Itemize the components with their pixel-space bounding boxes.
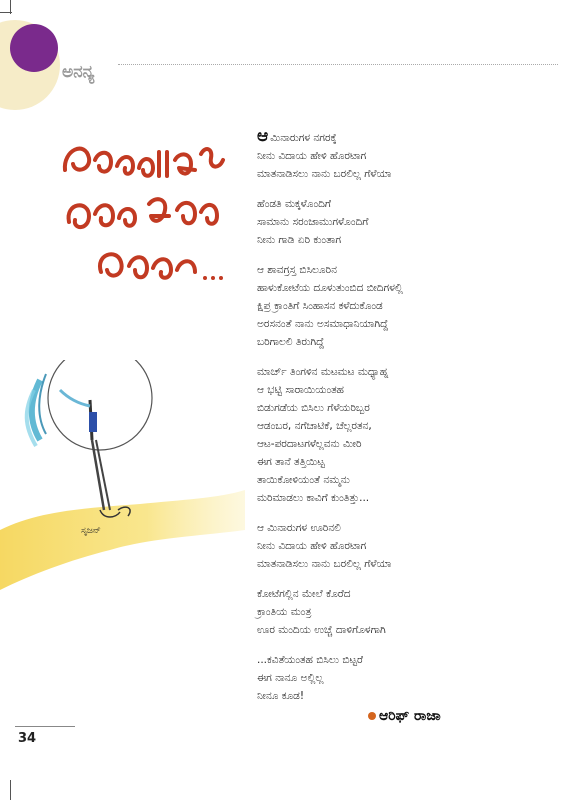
poem-line: ಕ್ಷಿಪ್ರ ಕ್ರಾಂತಿಗೆ ಸಿಂಹಾಸನ ಕಳೆದುಕೊಂಡ — [257, 300, 383, 312]
poem-line — [257, 127, 557, 147]
poem-stanza — [257, 195, 557, 249]
poem-line: ಈಗ ತಾನೆ ತತ್ತಿಯಿಟ್ಟ — [257, 456, 325, 468]
poem-line: ಊರ ಮಂದಿಯ ಉಚ್ಚೆ ದಾಳಿಗೊಳಗಾಗಿ — [257, 624, 386, 636]
poem-line: ಸಾಮಾನು ಸರಂಜಾಮುಗಳೊಂದಿಗೆ — [257, 216, 369, 228]
poem-line: ನೀನು ಗಾಡಿ ಏರಿ ಕುಂತಾಗ — [257, 234, 342, 246]
footer-rule — [15, 726, 75, 727]
poem-line: ಆಟ-ಪರದಾಟಗಳೆಲ್ಲವನು ಮೀರಿ — [257, 438, 362, 450]
drop-initial: ಆ — [257, 126, 269, 146]
author-byline — [368, 708, 441, 724]
bullet-dot-icon — [368, 712, 376, 720]
header-dotted-rule — [118, 64, 558, 65]
sketch-illustration — [0, 360, 245, 600]
poem-line: ಕೋಟೆಗಲ್ಲಿನ ಮೇಲೆ ಕೊರೆದ — [257, 588, 351, 600]
poem-stanza — [257, 651, 557, 705]
poem-line: ನೀನು ವಿದಾಯ ಹೇಳಿ ಹೊರಟಾಗ — [257, 540, 367, 552]
poem-stanza — [257, 363, 557, 507]
poem-line: ಮಾತನಾಡಿಸಲು ನಾನು ಬರಲಿಲ್ಲ ಗೆಳೆಯಾ — [257, 168, 392, 180]
poem-line: ಬಿಡುಗಡೆಯ ಬಿಸಿಲು ಗೆಳೆಯರಿಬ್ಬರ — [257, 402, 370, 414]
poem-stanza — [257, 585, 557, 639]
poem-body — [257, 127, 557, 717]
poem-stanza — [257, 127, 557, 183]
poem-line: ಆ ಭಟ್ಟಿ ಸಾರಾಯಿಯಂತಹ — [257, 384, 344, 396]
section-label: ಅನನ್ಯ — [62, 62, 95, 82]
crop-mark-top-left-h — [0, 12, 12, 13]
poem-line: ಹಾಳುಕೋಟೆಯ ದೂಳುತುಂಬಿದ ಬೀದಿಗಳಲ್ಲಿ — [257, 282, 403, 294]
poem-line: ಮರಿಮಾಡಲು ಕಾವಿಗೆ ಕುಂತಿತ್ತು... — [257, 492, 370, 504]
poem-stanza — [257, 519, 557, 573]
author-name: ಆರಿಫ್ ರಾಜಾ — [379, 708, 441, 724]
poem-line: ಈಗ ನಾನೂ ಅಲ್ಲಿಲ್ಲ — [257, 672, 324, 684]
poem-line: ಆಡಂಬರ, ನಗೆಚಾಟಿಕೆ, ಚೆಲ್ಲರತನ, — [257, 420, 372, 432]
poem-line: ಕ್ರಾಂತಿಯ ಮಂತ್ರ — [257, 606, 312, 618]
poem-line: ಆ ಶಾವಗ್ರಸ್ತ ಬಿಸಿಲೂರಿನ — [257, 264, 337, 276]
crop-mark-bottom-left-v — [10, 780, 11, 800]
poem-line: ನೀನೂ ಕೂಡ! — [257, 690, 305, 702]
poem-stanza — [257, 261, 557, 351]
poem-line: ನೀನು ವಿದಾಯ ಹೇಳಿ ಹೊರಟಾಗ — [257, 150, 367, 162]
poem-line: ಮಾತನಾಡಿಸಲು ನಾನು ಬರಲಿಲ್ಲ ಗೆಳೆಯಾ — [257, 558, 392, 570]
title-calligraphy-art — [55, 130, 245, 300]
poem-line: ಅರಸನಂತೆ ನಾನು ಅಸಮಾಧಾನಿಯಾಗಿದ್ದೆ — [257, 318, 389, 330]
poem-line: ಹೆಂಡತಿ ಮಕ್ಕಳೊಂದಿಗೆ — [257, 198, 332, 210]
poem-line: ತಾಯಿಕೋಳಿಯಂತೆ ನಮ್ಮನು — [257, 474, 350, 486]
poem-line: ಆ ಮಿನಾರುಗಳ ಊರಿನಲಿ — [257, 522, 341, 534]
poem-line: ಮಾರ್ಚ್ ತಿಂಗಳಿನ ಮಟಮಟ ಮಧ್ಯಾಹ್ನ — [257, 366, 389, 378]
poem-line: ...ಕವಿತೆಯಂತಹ ಬಿಸಿಲು ಬಿಟ್ಟರೆ — [257, 654, 363, 666]
header-decoration-purple-circle — [10, 24, 58, 72]
page-number: 34 — [18, 731, 37, 746]
artist-credit: ಸೃಜನ್ — [81, 526, 101, 536]
poem-line: ಬರಿಗಾಲಲಿ ತಿರುಗಿದ್ದೆ — [257, 336, 325, 348]
poem-line-text: ಮಿನಾರುಗಳ ನಗರಕ್ಕೆ — [270, 132, 337, 144]
